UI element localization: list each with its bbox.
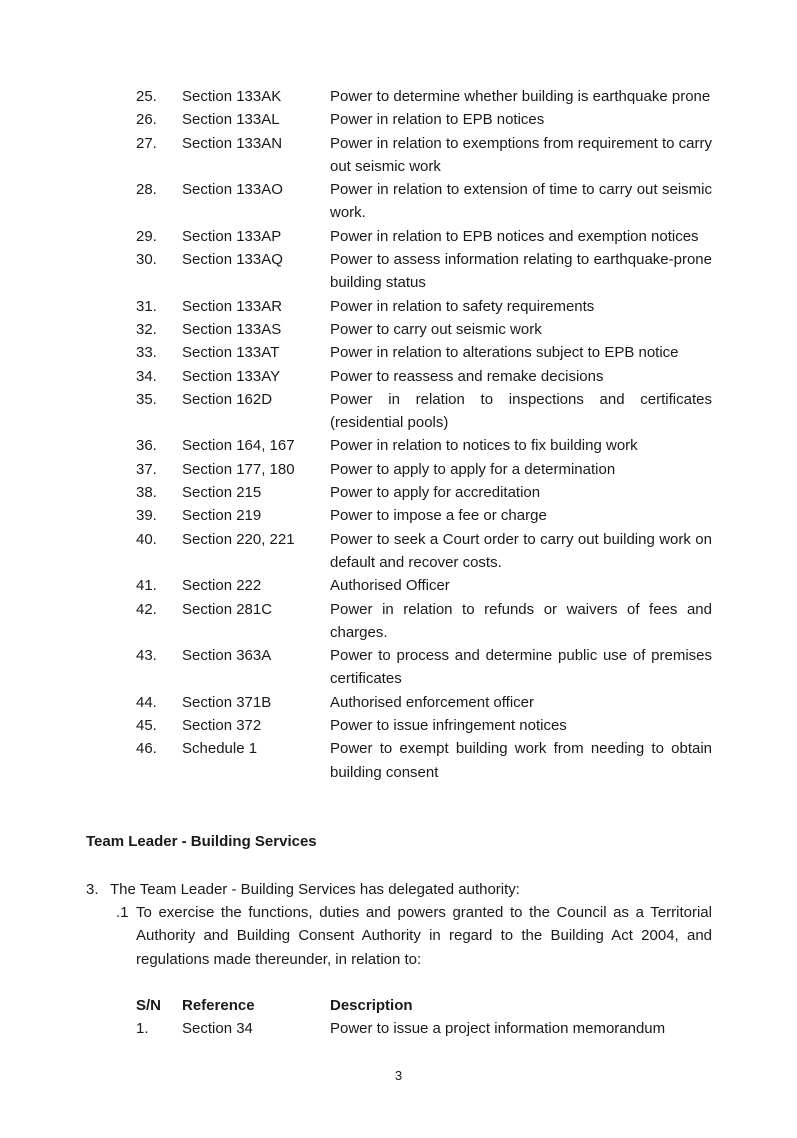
table-row <box>136 644 712 691</box>
row-reference: Schedule 1 <box>182 740 258 758</box>
page-number: 3 <box>394 1068 403 1083</box>
row-description: Power to impose a fee or charge <box>330 507 547 525</box>
table-row <box>136 295 712 318</box>
row-reference: Section 133AT <box>182 344 280 362</box>
row-description: Power to issue infringement notices <box>330 717 567 735</box>
row-description: Power to determine whether building is earthquake prone <box>330 88 711 105</box>
table-row <box>136 388 712 435</box>
row-description: Power to carry out seismic work <box>330 320 542 338</box>
table-row <box>136 85 712 108</box>
row-description: Power in relation to refunds or waivers of fees and charges. <box>330 600 712 641</box>
table-row <box>136 1017 712 1040</box>
table-row <box>136 225 712 248</box>
row-reference: Section 133AP <box>182 227 282 245</box>
table-row <box>136 434 712 457</box>
row-description: Power in relation to safety requirements <box>330 297 595 315</box>
row-number: 30. <box>136 251 157 269</box>
table-row <box>136 178 712 225</box>
row-number: 35. <box>136 390 157 408</box>
row-number: 31. <box>136 297 157 315</box>
table-row <box>136 132 712 179</box>
row-description: Power in relation to notices to fix building work <box>330 437 638 455</box>
section-heading: Team Leader - Building Services <box>86 833 317 850</box>
row-number: 1. <box>136 1020 149 1038</box>
row-number: 46. <box>136 740 157 758</box>
table-row <box>136 691 712 714</box>
table-row <box>136 598 712 645</box>
row-description: Power to seek a Court order to carry out building work on default and recover costs. <box>330 530 712 571</box>
row-reference: Section 133AL <box>182 111 280 129</box>
row-number: 44. <box>136 693 157 711</box>
row-number: 33. <box>136 344 157 362</box>
row-number: 43. <box>136 647 157 665</box>
table-row <box>136 528 712 575</box>
table-row <box>136 737 712 784</box>
row-number: 25. <box>136 88 157 105</box>
row-reference: Section 133AQ <box>182 251 283 269</box>
row-description: Power to issue a project information memorandum <box>330 1020 666 1038</box>
row-description: Power in relation to exemptions from requirement to carry out seismic work <box>330 134 712 175</box>
row-reference: Section 133AY <box>182 367 281 385</box>
row-reference: Section 133AO <box>182 181 283 199</box>
row-number: 38. <box>136 484 157 502</box>
row-number: 32. <box>136 320 157 338</box>
row-reference: Section 222 <box>182 577 262 595</box>
table-row <box>136 108 712 131</box>
row-reference: Section 220, 221 <box>182 530 295 548</box>
row-reference: Section 219 <box>182 507 262 525</box>
row-description: Power in relation to alterations subject to EPB notice <box>330 344 679 362</box>
row-number: 34. <box>136 367 157 385</box>
row-number: 41. <box>136 577 157 595</box>
row-reference: Section 133AR <box>182 297 283 315</box>
table-row <box>136 365 712 388</box>
table-header-row <box>136 994 712 1017</box>
header-description: Description <box>330 997 413 1014</box>
table-row <box>136 481 712 504</box>
delegations-table-2 <box>136 994 712 1041</box>
row-number: 39. <box>136 507 157 525</box>
table-row <box>136 504 712 527</box>
row-reference: Section 372 <box>182 717 262 735</box>
row-reference: Section 133AN <box>182 134 283 152</box>
table-row <box>136 574 712 597</box>
row-number: 27. <box>136 134 157 152</box>
row-reference: Section 164, 167 <box>182 437 295 455</box>
row-reference: Section 215 <box>182 484 262 502</box>
table-row <box>136 458 712 481</box>
row-description: Power in relation to inspections and certificates (residential pools) <box>330 390 712 432</box>
row-number: 26. <box>136 111 157 129</box>
table-row <box>136 318 712 341</box>
row-reference: Section 177, 180 <box>182 460 295 478</box>
subparagraph-text: To exercise the functions, duties and powers granted to the Council as a Territorial Authority and Building Consent Authority in regard to the Building Act 2004, and regulations made thereunder, in relation to: <box>136 904 712 968</box>
row-number: 36. <box>136 437 157 455</box>
row-reference: Section 133AK <box>182 88 282 105</box>
row-number: 37. <box>136 460 157 478</box>
row-reference: Section 162D <box>182 390 273 408</box>
row-description: Power to apply to apply for a determination <box>330 460 616 478</box>
row-description: Authorised enforcement officer <box>330 693 535 711</box>
row-number: 45. <box>136 717 157 735</box>
subparagraph-number: .1 <box>116 904 129 921</box>
row-reference: Section 363A <box>182 647 272 665</box>
row-number: 40. <box>136 530 157 548</box>
header-reference: Reference <box>182 997 255 1014</box>
row-description: Power to reassess and remake decisions <box>330 367 604 385</box>
table-row <box>136 248 712 295</box>
table-row <box>136 714 712 737</box>
row-number: 28. <box>136 181 157 199</box>
row-description: Authorised Officer <box>330 577 450 595</box>
row-reference: Section 34 <box>182 1020 253 1038</box>
row-description: Power in relation to EPB notices and exemption notices <box>330 227 699 245</box>
row-description: Power to assess information relating to earthquake-prone building status <box>330 251 712 292</box>
row-description: Power to apply for accreditation <box>330 484 541 502</box>
row-description: Power to process and determine public use of premises certificates <box>330 647 712 688</box>
header-sn: S/N <box>136 997 162 1014</box>
delegations-table <box>136 85 712 784</box>
row-description: Power in relation to EPB notices <box>330 111 545 129</box>
row-reference: Section 133AS <box>182 320 282 338</box>
table-row <box>136 341 712 364</box>
row-number: 29. <box>136 227 157 245</box>
row-description: Power to exempt building work from needing to obtain building consent <box>330 740 712 781</box>
row-description: Power in relation to extension of time to carry out seismic work. <box>330 181 712 222</box>
paragraph-text: The Team Leader - Building Services has delegated authority: <box>110 881 520 898</box>
row-number: 42. <box>136 600 157 618</box>
row-reference: Section 281C <box>182 600 273 618</box>
row-reference: Section 371B <box>182 693 272 711</box>
paragraph-number: 3. <box>86 881 99 898</box>
